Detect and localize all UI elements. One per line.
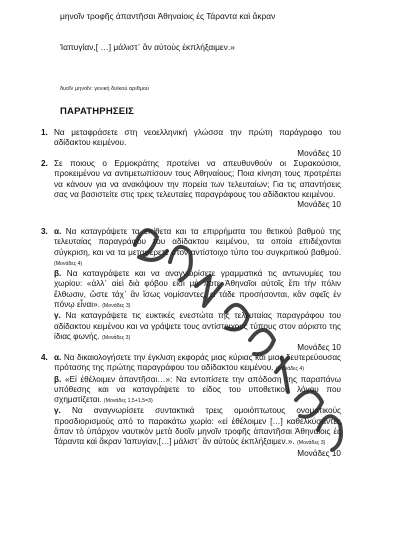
question-number: 3. bbox=[41, 227, 48, 236]
question-text: Να μεταφράσετε στη νεοελληνική γλώσσα την πρώτη παράγραφο του αδίδακτου κειμένου. bbox=[54, 128, 341, 148]
subquestion-text: Να καταγράψετε τα επίθετα και τα επιρρήματα του θετικού βαθμού της τελευταίας παραγράφου του αδίδακτου κειμένου, τα οποία επιδέχονται σύγκριση, και να τα μεταφέρετε στον αντίστοιχο τύπο του συγκριτικού βαθμού. bbox=[54, 227, 341, 257]
subquestion-label: β. bbox=[54, 374, 62, 384]
subquestion-units: (Μονάδες 3) bbox=[102, 334, 131, 341]
subquestion-text: Να καταγράψετε τις ευκτικές ενεστώτα της τελευταίας παραγράφου του αδίδακτου κειμένου και να γράψετε τους αντίστοιχους τύπους στον αόριστο της ίδιας φωνής. bbox=[54, 311, 341, 341]
subquestion-text: Να καταγράψετε και να αναγνωρίσετε γραμματικά τις αντωνυμίες του χωρίου: «ἀλλ᾽ αἰεὶ διὰ φόβου εἰσὶ μὴ ποτε Ἀθηναῖοι αὐτοῖς ἔπι τὴν πόλιν ἔλθωσιν, ὥστε τάχ᾽ ἂν ἴσως νομίσαντες, εἰ τάδε προσήσονται, κἂν σφεῖς ἐν πόνῳ εἶναι». bbox=[54, 269, 341, 310]
question-number: 2. bbox=[41, 159, 48, 168]
subquestion-label: γ. bbox=[54, 311, 61, 321]
subquestion-units: (Μονάδες 1,5+1,5=3) bbox=[103, 398, 153, 405]
subquestion-label: β. bbox=[54, 269, 62, 279]
question-marks: Μονάδες 10 bbox=[297, 200, 341, 210]
intro-line-1: μηνοῖν τροφῆς ἀπαντῆσαι Ἀθηναίοις ἐς Τάραντα καὶ ἄκραν bbox=[60, 11, 276, 21]
subquestion-label: γ. bbox=[54, 406, 61, 416]
intro-line-2: Ἰαπυγίαν,[ …] μάλιστ᾽ ἂν αὐτοὺς ἐκπλήξαιμεν.» bbox=[60, 42, 235, 52]
section-heading: ΠΑΡΑΤΗΡΗΣΕΙΣ bbox=[60, 106, 135, 117]
subquestion-label: α. bbox=[54, 227, 62, 236]
subquestion-units: (Μονάδες 3) bbox=[102, 303, 131, 310]
subquestion-text: Να αναγνωρίσετε συντακτικά τρεις ομοιόπτωτους ονοματικούς προσδιορισμούς από το παρακάτω χωρίο: «εἰ ἐθέλοιμεν […] καθελκύσαντες ἅπαν τὸ ὑπάρχον ναυτικὸν μετὰ δυοῖν μηνοῖν τροφῆς ἀπαντῆσαι Ἀθηναίοις ἐς Τάραντα καὶ ἄκραν Ἰαπυγίαν,[…] μάλιστ᾽ ἂν αὐτοὺς ἐκπλήξαιμεν.». bbox=[54, 406, 341, 447]
subquestion-text: Να δικαιολογήσετε την έγκλιση εκφοράς μιας κύριας και μιας δευτερεύουσας πρότασης της πρώτης παραγράφου του αδίδακτου κειμένου. bbox=[54, 353, 341, 373]
question-marks: Μονάδες 10 bbox=[297, 148, 341, 158]
subquestion-units: (Μονάδες 4) bbox=[54, 260, 83, 267]
question-number: 1. bbox=[41, 128, 48, 137]
question-number: 4. bbox=[41, 353, 48, 362]
footnote: δυοῖν μηνοῖν: γενική δυϊκού αριθμού bbox=[60, 86, 150, 92]
subquestion-label: α. bbox=[54, 353, 62, 362]
subquestion-units: (Μονάδες 3) bbox=[297, 440, 326, 447]
subquestion-units: (Μονάδες 4) bbox=[275, 366, 305, 373]
subquestion-text: «Εἰ ἐθέλοιμεν ἀπαντῆσαι…»: Να εντοπίσετε την απόδοση της παραπάνω υπόθεσης και να καταγράψετε το είδος του υποθετικού λόγου που σχηματίζεται. bbox=[54, 374, 341, 405]
question-text: Σε ποιους ο Ερμοκράτης προτείνει να απευθυνθούν οι Συρακούσιοι, προκειμένου να αντιμετωπίσουν τους Αθηναίους; Ποια κίνηση τους προτρέπει να κάνουν για να ανακόψουν την πορεία των τελευταίων; Για τις απαντήσεις σας να βασιστείτε στις τρεις τελευταίες παραγράφους του αδίδακτου κειμένου. bbox=[54, 159, 341, 199]
question-marks: Μονάδες 10 bbox=[297, 343, 341, 353]
question-marks: Μονάδες 10 bbox=[297, 448, 341, 458]
